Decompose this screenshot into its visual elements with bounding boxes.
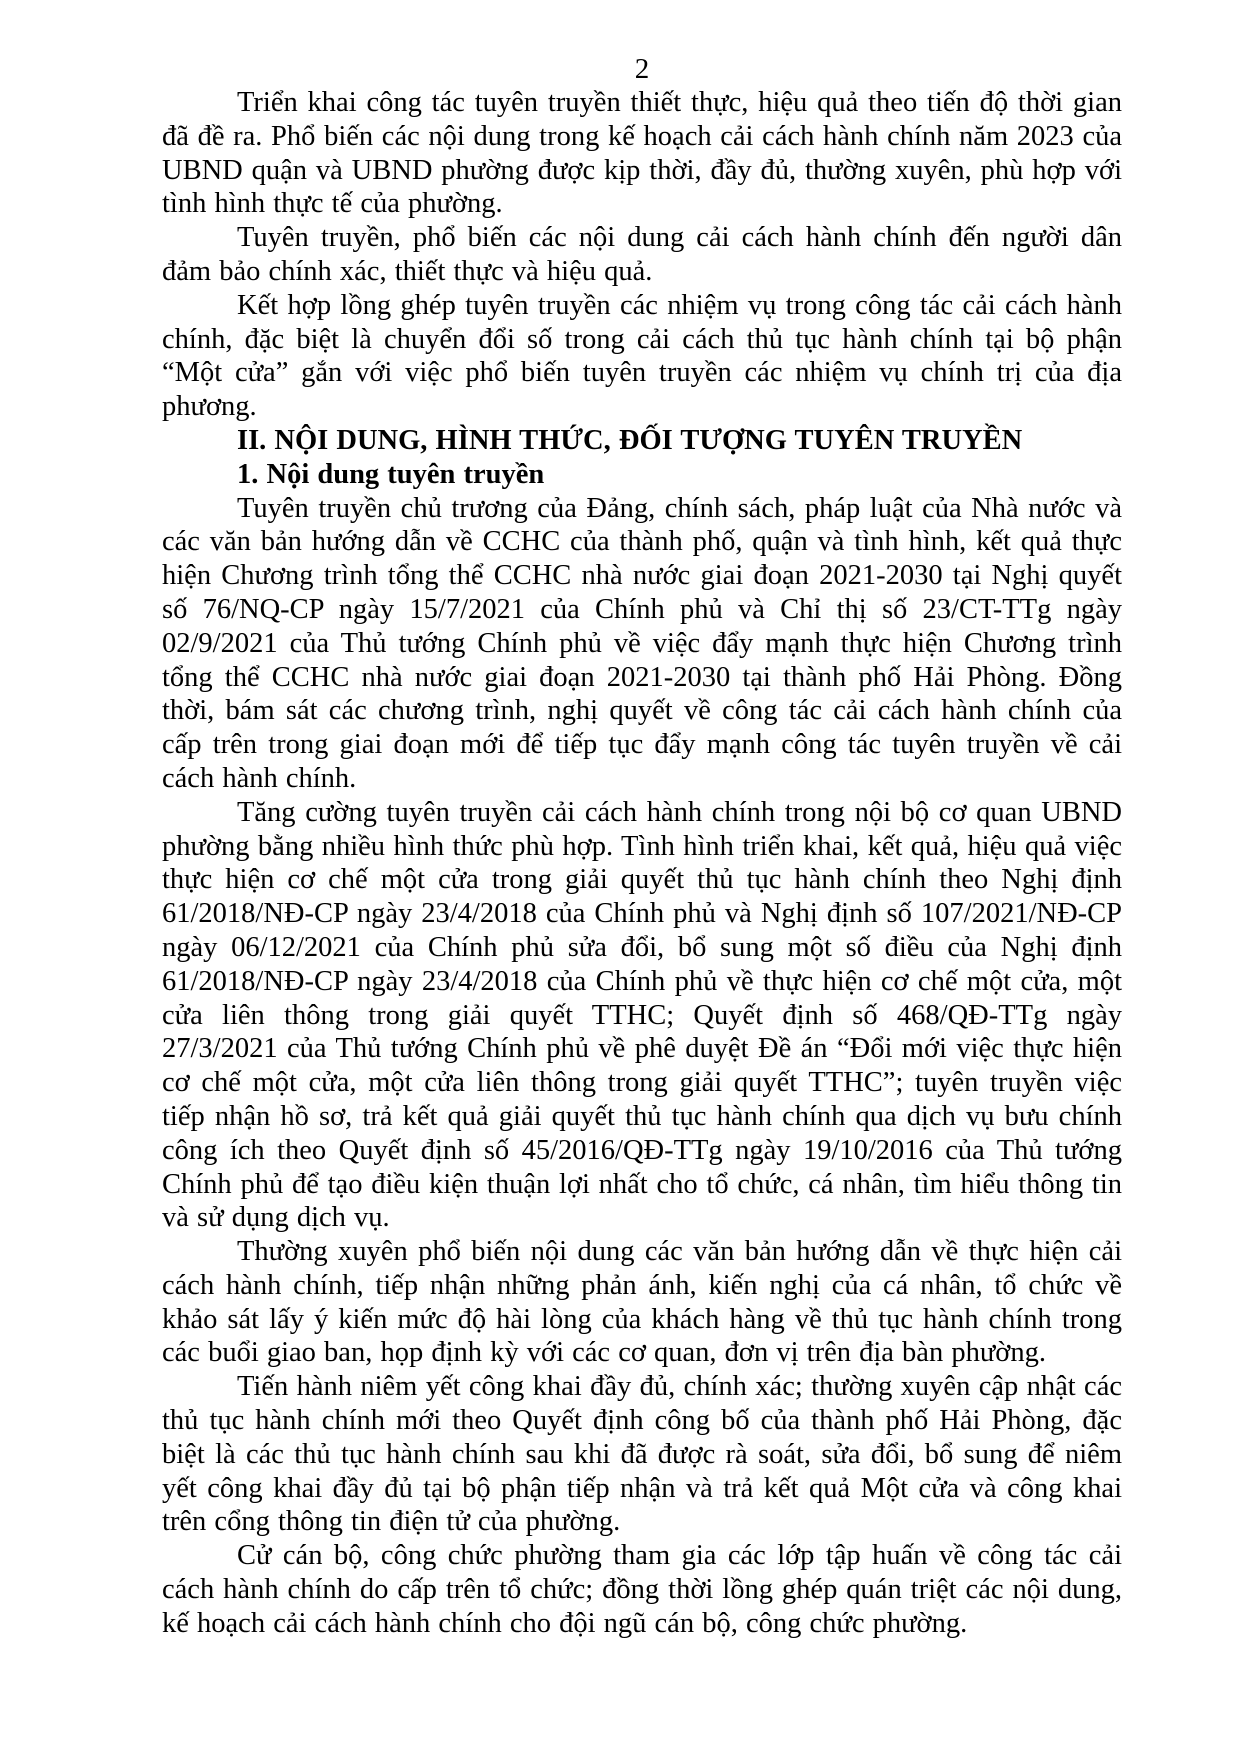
paragraph: Thường xuyên phổ biến nội dung các văn bản hướng dẫn về thực hiện cải cách hành chính, tiếp nhận những phản ánh, kiến nghị của cá nhân, tổ chức về khảo sát lấy ý kiến mức độ hài lòng của khách hàng về thủ tục hành chính trong các buổi giao ban, họp định kỳ với các cơ quan, đơn vị trên địa bàn phường.: [162, 1236, 1122, 1369]
paragraph: Tuyên truyền, phổ biến các nội dung cải cách hành chính đến người dân đảm bảo chính xác, thiết thực và hiệu quả.: [162, 222, 1122, 287]
paragraph: Kết hợp lồng ghép tuyên truyền các nhiệm vụ trong công tác cải cách hành chính, đặc biệt là chuyển đổi số trong cải cách thủ tục hành chính tại bộ phận “Một cửa” gắn với việc phổ biến tuyên truyền các nhiệm vụ chính trị của địa phương.: [162, 289, 1122, 423]
document-body: [162, 86, 1122, 1641]
section-heading: II. NỘI DUNG, HÌNH THỨC, ĐỐI TƯỢNG TUYÊN TRUYỀN: [237, 424, 1023, 456]
paragraph: Tiến hành niêm yết công khai đầy đủ, chính xác; thường xuyên cập nhật các thủ tục hành chính mới theo Quyết định công bố của thành phố Hải Phòng, đặc biệt là các thủ tục hành chính sau khi đã được rà soát, sửa đổi, bổ sung để niêm yết công khai đầy đủ tại bộ phận tiếp nhận và trả kết quả Một cửa và công khai trên cổng thông tin điện tử của phường.: [162, 1371, 1122, 1538]
page-number: 2: [634, 53, 650, 85]
paragraph: Tăng cường tuyên truyền cải cách hành chính trong nội bộ cơ quan UBND phường bằng nhiều hình thức phù hợp. Tình hình triển khai, kết quả, hiệu quả việc thực hiện cơ chế một cửa trong giải quyết thủ tục hành chính theo Nghị định 61/2018/NĐ-CP ngày 23/4/2018 của Chính phủ và Nghị định số 107/2021/NĐ-CP ngày 06/12/2021 của Chính phủ sửa đổi, bổ sung một số điều của Nghị định 61/2018/NĐ-CP ngày 23/4/2018 của Chính phủ về thực hiện cơ chế một cửa, một cửa liên thông trong giải quyết TTHC; Quyết định số 468/QĐ-TTg ngày 27/3/2021 của Thủ tướng Chính phủ về phê duyệt Đề án “Đổi mới việc thực hiện cơ chế một cửa, một cửa liên thông trong giải quyết TTHC”; tuyên truyền việc tiếp nhận hồ sơ, trả kết quả giải quyết thủ tục hành chính qua dịch vụ bưu chính công ích theo Quyết định số 45/2016/QĐ-TTg ngày 19/10/2016 của Thủ tướng Chính phủ để tạo điều kiện thuận lợi nhất cho tổ chức, cá nhân, tìm hiểu thông tin và sử dụng dịch vụ.: [162, 796, 1122, 1234]
paragraph: Cử cán bộ, công chức phường tham gia các lớp tập huấn về công tác cải cách hành chính do cấp trên tổ chức; đồng thời lồng ghép quán triệt các nội dung, kế hoạch cải cách hành chính cho đội ngũ cán bộ, công chức phường.: [162, 1540, 1122, 1639]
paragraph: Tuyên truyền chủ trương của Đảng, chính sách, pháp luật của Nhà nước và các văn bản hướng dẫn về CCHC của thành phố, quận và tình hình, kết quả thực hiện Chương trình tổng thể CCHC nhà nước giai đoạn 2021-2030 tại Nghị quyết số 76/NQ-CP ngày 15/7/2021 của Chính phủ và Chỉ thị số 23/CT-TTg ngày 02/9/2021 của Thủ tướng Chính phủ về việc đẩy mạnh thực hiện Chương trình tổng thể CCHC nhà nước giai đoạn 2021-2030 tại thành phố Hải Phòng. Đồng thời, bám sát các chương trình, nghị quyết về công tác cải cách hành chính của cấp trên trong giai đoạn mới để tiếp tục đẩy mạnh công tác tuyên truyền về cải cách hành chính.: [162, 492, 1122, 794]
paragraph: Triển khai công tác tuyên truyền thiết thực, hiệu quả theo tiến độ thời gian đã đề ra. Phổ biến các nội dung trong kế hoạch cải cách hành chính năm 2023 của UBND quận và UBND phường được kịp thời, đầy đủ, thường xuyên, phù hợp với tình hình thực tế của phường.: [162, 87, 1122, 220]
section-heading: 1. Nội dung tuyên truyền: [237, 458, 545, 490]
